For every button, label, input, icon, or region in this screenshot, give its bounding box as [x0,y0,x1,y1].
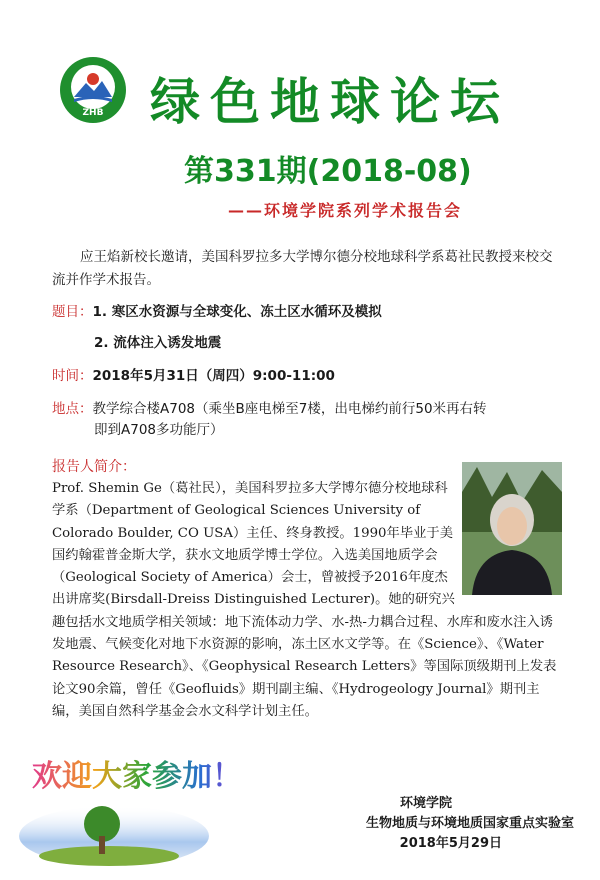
welcome-banner [14,750,334,870]
logo-text: ZHB [82,108,104,118]
location-value-1: 教学综合楼A708（乘坐B座电梯至7楼，出电梯约前行50米再右转 [92,401,487,417]
signature-school: 环境学院 [399,796,452,811]
location-label: 地点： [52,401,93,417]
time-value: 2018年5月31日（周四）9:00-11:00 [92,368,335,384]
welcome-text: 欢迎大家参加！ [32,759,242,794]
topic-item-1: 1. 寒区水资源与全球变化、冻土区水循环及模拟 [92,304,382,320]
zhb-logo [58,55,128,125]
location-line-2 [94,418,224,438]
invitation-paragraph: 应王焰新校长邀请，美国科罗拉多大学博尔德分校地球科学系葛社民教授来校交流并作学术报告。 [52,249,553,288]
location-line-1 [52,397,487,417]
signature-date: 2018年5月29日 [399,836,502,851]
series-subtitle: ——环境学院系列学术报告会 [228,201,463,220]
logo-sun-icon [87,73,99,85]
speaker-bio [52,478,562,723]
photo-spacer [458,478,562,596]
location-value-2: 即到A708多功能厅） [94,422,224,438]
forum-title: 绿色地球论坛 [150,72,510,131]
topic-line-2 [94,331,221,351]
time-label: 时间： [52,368,93,384]
topic-label: 题目： [52,304,93,320]
speaker-bio-heading: 报告人简介： [52,459,136,475]
time-line [52,364,335,384]
tree-trunk-icon [99,836,105,854]
speaker-bio-text: Prof. Shemin Ge（葛社民），美国科罗拉多大学博尔德分校地球科学系（Department of Geological Sciences University of Colorado Boulder, CO USA）主任、终身教授。1990年毕业于美国约翰霍普金斯大学，获水文地质学博士学位。入选美国地质学会（Geological Society of America）会士，曾被授予2016年度杰出讲席奖(Birsdall-Dreiss Distinguished Lecturer)。她的研究兴趣包括水文地质学相关领域：地下流体动力学、水-热-力耦合过程、水库和废水注入诱发地震、气候变化对地下水资源的影响，冻土区水文学等。在《Science》、《Water Resource Research》、《Geophysical Research Letters》等国际顶级期刊上发表论文90余篇，曾任《Geofluids》期刊副主编、《Hydrogeology Journal》期刊主编，美国自然科学基金会水文科学计划主任。 [52,481,557,719]
logo-inner [71,65,115,109]
topic-item-2: 2. 流体注入诱发地震 [94,335,222,351]
issue-number: 第331期(2018-08) [184,154,472,189]
signature-lab: 生物地质与环境地质国家重点实验室 [365,816,574,831]
topic-line-1 [52,300,382,320]
grass [39,846,179,866]
